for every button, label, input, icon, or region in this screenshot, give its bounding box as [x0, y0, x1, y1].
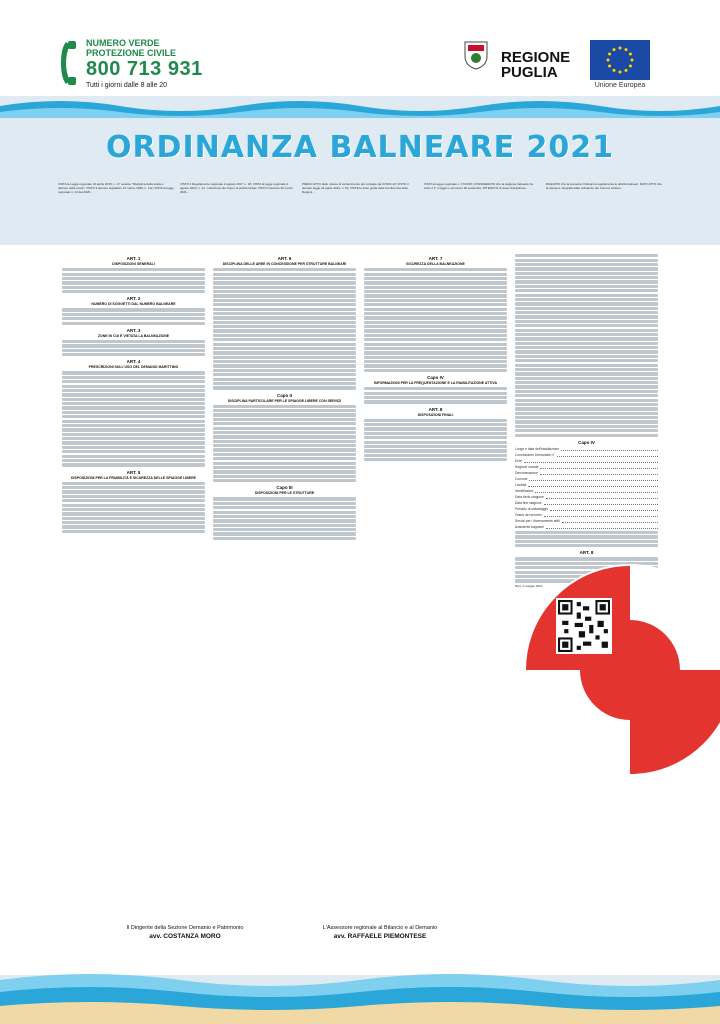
green-number-label: NUMERO VERDE PROTEZIONE CIVILE — [86, 38, 177, 58]
article-column-2 — [213, 253, 356, 913]
text-line — [213, 497, 356, 500]
text-line — [213, 528, 356, 531]
text-line — [364, 364, 507, 367]
text-line — [213, 329, 356, 332]
text-line — [364, 392, 507, 395]
text-line — [213, 277, 356, 280]
text-line — [213, 325, 356, 328]
form-field-label: Data fine stagione — [515, 500, 542, 505]
text-line — [62, 521, 205, 524]
text-line — [213, 334, 356, 337]
text-line — [62, 371, 205, 374]
text-line — [213, 519, 356, 522]
text-line — [213, 312, 356, 315]
art-title: Capo IV — [427, 375, 444, 380]
text-line — [213, 506, 356, 509]
text-line — [62, 281, 205, 284]
art-subtitle: PRESCRIZIONI SULL'USO DEL DEMANIO MARITTIMO — [88, 365, 179, 370]
qr-code[interactable] — [556, 598, 612, 654]
text-line — [62, 459, 205, 462]
art-title: Capo II — [276, 392, 292, 398]
text-line — [62, 420, 205, 423]
text-line — [62, 385, 205, 388]
text-line — [213, 299, 356, 302]
text-line — [213, 453, 356, 456]
form-field-label: Concessione Demaniale n° — [515, 452, 555, 457]
text-line — [213, 356, 356, 359]
text-line — [213, 524, 356, 527]
form-fields — [515, 446, 658, 530]
text-line — [62, 495, 205, 498]
text-line — [364, 432, 507, 435]
text-line — [364, 329, 507, 332]
art-subtitle: DISCIPLINA DELLE AREE IN CONCESSIONE PER STRUTTURE BALNEARI — [222, 262, 347, 266]
text-line — [364, 360, 507, 363]
text-line — [62, 530, 205, 533]
text-line — [213, 435, 356, 438]
text-line — [62, 450, 205, 453]
text-line — [62, 411, 205, 414]
preamble-column: RILEVATO che la presente Ordinanza regolamenta le attività balneari; DATO ATTO che la stessa è integrata dalle ordinanze dei Comuni costieri... — [546, 182, 662, 190]
phone-icon — [60, 40, 82, 86]
text-line — [364, 427, 507, 430]
text-line — [62, 433, 205, 436]
text-line — [213, 466, 356, 469]
text-line — [364, 321, 507, 324]
text-line — [62, 517, 205, 520]
text-line — [213, 457, 356, 460]
text-line — [213, 382, 356, 385]
form-field-label: Servizi per i diversamente abili — [515, 518, 560, 523]
text-line — [213, 409, 356, 412]
text-line — [213, 413, 356, 416]
text-line — [364, 268, 507, 271]
text-line — [62, 402, 205, 405]
art-title: ART. 6 — [277, 256, 292, 261]
art-subtitle: DISCIPLINA PARTICOLARE PER LE SPIAGGE LIBERE CON SERVIZI — [227, 398, 342, 403]
header-waves — [0, 96, 720, 132]
text-line — [364, 303, 507, 306]
text-line — [213, 431, 356, 434]
green-number-hours: Tutti i giorni dalle 8 alle 20 — [86, 82, 168, 89]
art-subtitle: DISPOSIZIONI GENERALI — [112, 262, 155, 266]
form-field-label: Comune — [515, 476, 528, 481]
article-column-1 — [62, 253, 205, 913]
text-line — [213, 405, 356, 408]
text-line — [62, 482, 205, 485]
text-line — [364, 316, 507, 319]
art-subtitle: SICUREZZA DELLA BALNEAZIONE — [406, 262, 465, 266]
text-line — [364, 277, 507, 280]
form-field-label: Denominazione — [515, 470, 538, 475]
text-line — [213, 338, 356, 341]
art-subtitle: ZONE IN CUI È VIETATA LA BALNEAZIONE — [97, 333, 170, 338]
form-field-label: Luogo e data dell'installazione — [515, 446, 560, 451]
text-line — [213, 462, 356, 465]
green-number: 800 713 931 — [86, 58, 203, 80]
art-subtitle: DISPOSIZIONI PER LA FRUIBILITÀ E SICUREZZA DELLE SPIAGGE LIBERE — [71, 475, 196, 480]
text-line — [364, 281, 507, 284]
text-line — [213, 303, 356, 306]
text-line — [62, 313, 205, 316]
text-line — [62, 415, 205, 418]
text-line — [364, 312, 507, 315]
art-title: ART. 5 — [126, 469, 141, 475]
text-line — [62, 322, 205, 325]
text-line — [62, 499, 205, 502]
text-line — [213, 532, 356, 535]
signature-role: Il Dirigente della Sezione Demanio e Patrimonio — [126, 925, 244, 931]
text-line — [213, 448, 356, 451]
region-name: REGIONE PUGLIA — [501, 49, 571, 81]
art-title: ART. 2 — [126, 296, 141, 302]
text-line — [364, 400, 507, 403]
text-line — [364, 419, 507, 422]
text-line — [62, 389, 205, 392]
eu-logo — [590, 40, 650, 89]
art-title: ART. 8 — [428, 406, 443, 412]
text-line — [62, 504, 205, 507]
art-title: ART. 1 — [126, 256, 141, 261]
form-field-label: Assistente bagnanti — [515, 524, 544, 529]
text-line — [213, 364, 356, 367]
signature-name: avv. RAFFAELE PIEMONTESE — [333, 933, 427, 940]
text-line — [62, 406, 205, 409]
form-field-label: Orario del servizio — [515, 512, 542, 517]
page-header — [0, 0, 720, 100]
text-line — [213, 316, 356, 319]
text-line — [62, 349, 205, 352]
eu-label: Unione Europea — [594, 82, 646, 89]
text-line — [364, 299, 507, 302]
text-line — [364, 369, 507, 372]
text-line — [364, 343, 507, 346]
text-line — [213, 351, 356, 354]
text-line — [364, 458, 507, 461]
text-line — [62, 463, 205, 466]
preamble-column: VISTO il Regolamento regionale 2 agosto 2017, n. 18; VISTA la legge regionale 4 agosto 2004, n. 14 - Istituzione del Corpo di polizia locale; VISTO il decreto 30 marzo 2021... — [180, 182, 294, 194]
text-line — [62, 486, 205, 489]
text-line — [213, 286, 356, 289]
art-title: ART. 4 — [126, 359, 141, 365]
text-line — [213, 418, 356, 421]
text-line — [364, 308, 507, 311]
text-line — [364, 338, 507, 341]
preamble-column: VISTA la legge regionale n. 17/2015; CONSIDERATO che la stagione balneare ha inizio il 1° maggio e termina il 30 settembre; RITENUTO di dover disciplinare... — [424, 182, 533, 190]
art-subtitle: DISPOSIZIONI FINALI — [417, 412, 454, 417]
text-line — [213, 470, 356, 473]
text-line — [213, 290, 356, 293]
footer-waves — [0, 952, 720, 1024]
form-field-label: Presidio di salvataggio — [515, 506, 548, 511]
text-line — [62, 344, 205, 347]
text-line — [62, 455, 205, 458]
text-line — [62, 340, 205, 343]
text-line — [364, 436, 507, 439]
form-field-label: Data inizio stagione — [515, 494, 544, 499]
text-line — [213, 369, 356, 372]
text-line — [62, 428, 205, 431]
form-field-label: Ragione sociale — [515, 464, 539, 469]
text-line — [213, 273, 356, 276]
text-line — [62, 268, 205, 271]
preamble-column: VISTA la Legge regionale 10 aprile 2015, n. 17 recante "Disciplina della tutela e dell'uso della costa"; VISTO il decreto legislativo 31 marzo 1998, n. 112; VISTA la legge regionale n. 24 del 2020... — [58, 182, 174, 194]
text-line — [62, 393, 205, 396]
text-line — [213, 308, 356, 311]
text-line — [213, 502, 356, 505]
art-subtitle: NUMERO DI SOGGETTI DAL NUMERO BALNEARE — [91, 302, 176, 307]
signature-right — [280, 925, 480, 941]
text-line — [213, 386, 356, 389]
text-line — [364, 396, 507, 399]
text-line — [62, 446, 205, 449]
text-line — [213, 343, 356, 346]
text-line — [213, 378, 356, 381]
text-line — [213, 268, 356, 271]
art-title: Capo IV — [578, 439, 595, 445]
place-date: Bari, 4 maggio 2021 — [515, 583, 543, 588]
art-title: Capo III — [276, 485, 293, 491]
signature-role: L'Assessore regionale al Bilancio e al Demanio — [322, 925, 438, 931]
art-subtitle: INFORMAZIONI PER LA FREQUENTAZIONE E LA RIABILITAZIONE ATTIVA — [373, 381, 497, 385]
text-line — [62, 490, 205, 493]
text-line — [213, 511, 356, 514]
art-subtitle: DISPOSIZIONI PER LE STRUTTURE — [254, 491, 315, 496]
text-line — [364, 423, 507, 426]
text-line — [62, 441, 205, 444]
text-line — [62, 317, 205, 320]
text-line — [364, 387, 507, 390]
text-line — [62, 308, 205, 311]
text-line — [62, 290, 205, 293]
art-title: ART. 3 — [126, 327, 141, 333]
text-line — [364, 356, 507, 359]
text-line — [364, 449, 507, 452]
form-field-label: Identificativo — [515, 488, 534, 493]
signature-left — [85, 925, 285, 941]
text-line — [62, 286, 205, 289]
text-line — [364, 441, 507, 444]
text-line — [364, 334, 507, 337]
text-line — [213, 347, 356, 350]
text-line — [213, 479, 356, 482]
text-line — [213, 373, 356, 376]
text-line — [213, 537, 356, 540]
text-line — [213, 475, 356, 478]
text-line — [62, 273, 205, 276]
text-line — [62, 353, 205, 356]
text-line — [213, 515, 356, 518]
text-line — [213, 281, 356, 284]
text-line — [62, 525, 205, 528]
text-line — [364, 273, 507, 276]
text-line — [213, 321, 356, 324]
text-line — [213, 440, 356, 443]
text-line — [364, 445, 507, 448]
text-line — [364, 454, 507, 457]
text-line — [364, 286, 507, 289]
text-line — [62, 508, 205, 511]
text-line — [213, 360, 356, 363]
text-line — [213, 422, 356, 425]
text-line — [62, 512, 205, 515]
text-line — [364, 294, 507, 297]
text-line — [213, 444, 356, 447]
eu-flag-icon — [590, 40, 650, 80]
page-title: ORDINANZA BALNEARE 2021 — [105, 130, 615, 165]
text-line — [364, 351, 507, 354]
preamble-column: PRESO ATTO delle misure di contenimento del contagio da COVID-19; VISTO il decreto legge 22 aprile 2021, n. 52; VISTE le linee guida della Conferenza delle Regioni... — [302, 182, 409, 194]
text-line — [62, 424, 205, 427]
form-field-label: Ente — [515, 458, 522, 463]
region-crest-icon — [463, 40, 489, 70]
preamble — [58, 182, 662, 242]
text-line — [62, 277, 205, 280]
text-line — [62, 437, 205, 440]
text-line — [62, 380, 205, 383]
art-title: ART. 7 — [428, 256, 443, 261]
text-line — [213, 427, 356, 430]
text-line — [62, 376, 205, 379]
text-line — [213, 294, 356, 297]
text-line — [364, 347, 507, 350]
text-line — [62, 398, 205, 401]
text-line — [364, 325, 507, 328]
text-line — [364, 290, 507, 293]
art-title: ART. 8 — [579, 550, 594, 556]
form-field-label: Località — [515, 482, 527, 487]
signature-name: avv. COSTANZA MORO — [149, 933, 221, 940]
